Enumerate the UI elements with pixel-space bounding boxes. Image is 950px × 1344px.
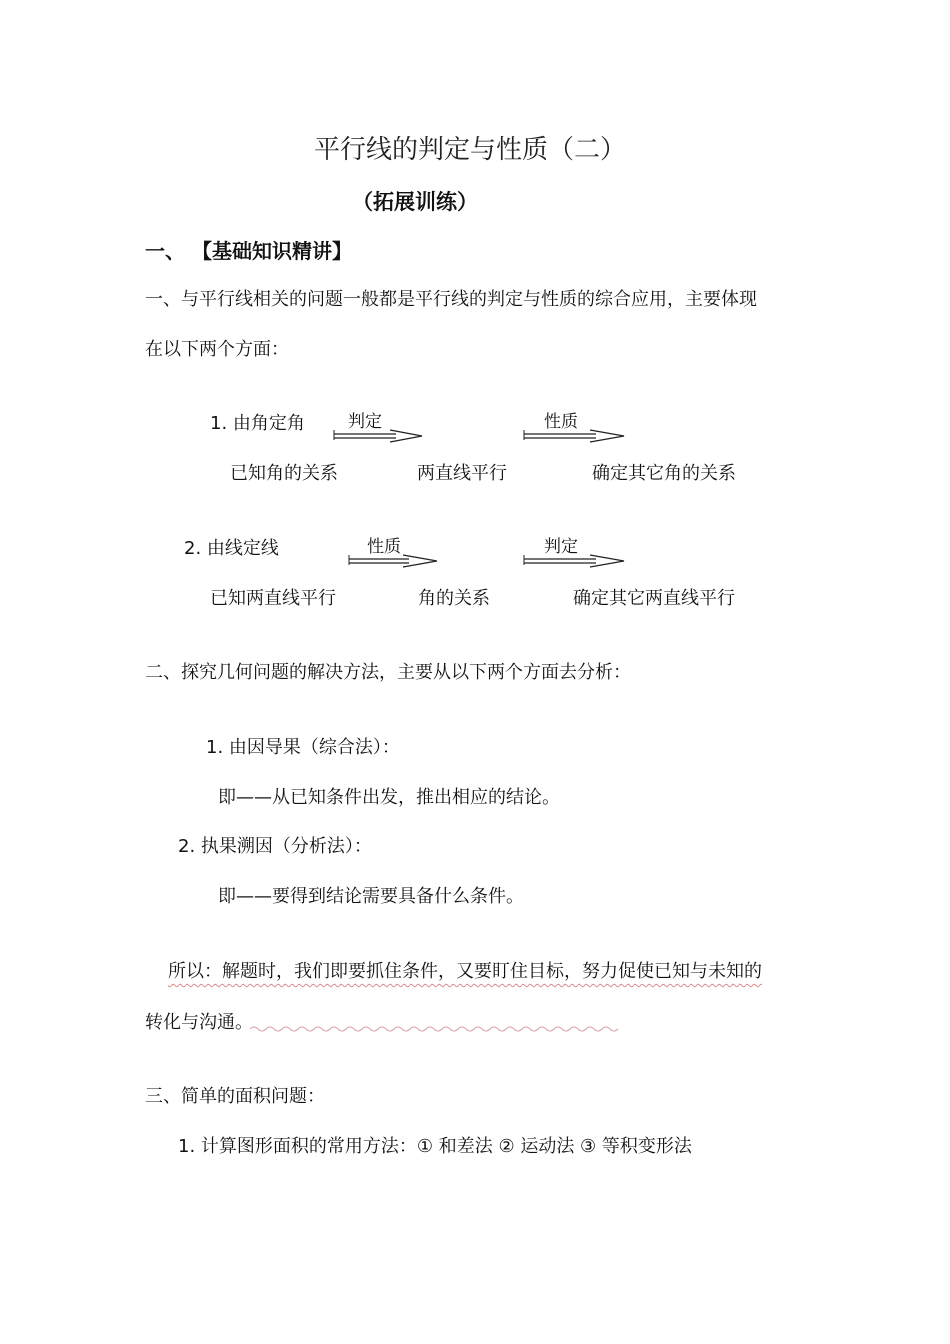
method2-title: 2. 执果溯因（分析法）： <box>178 836 372 857</box>
item2-arrow2-label: 判定 <box>544 537 578 557</box>
item2-arrow2 <box>520 535 630 575</box>
item1-known-angle: 已知角的关系 <box>230 463 338 484</box>
summary-line2-text: 转化与沟通。 <box>145 1012 253 1033</box>
method2-desc: 即——要得到结论需要具备什么条件。 <box>218 886 524 907</box>
wavy-underline-icon <box>250 1024 620 1034</box>
method1-desc: 即——从已知条件出发，推出相应的结论。 <box>218 787 560 808</box>
page-subtitle: （拓展训练） <box>352 190 478 214</box>
summary-line1: 所以：解题时，我们即要抓住条件，又要盯住目标，努力促使已知与未知的 <box>168 961 762 982</box>
item2-result: 确定其它两直线平行 <box>573 588 735 609</box>
item2-arrow1 <box>345 535 455 575</box>
item1-arrow2 <box>520 410 630 450</box>
part1-intro-line1: 一、与平行线相关的问题一般都是平行线的判定与性质的综合应用，主要体现 <box>145 289 757 310</box>
section-heading: 一、 【基础知识精讲】 <box>145 239 352 263</box>
item1-parallel-lines: 两直线平行 <box>417 463 507 484</box>
part2-heading: 二、探究几何问题的解决方法，主要从以下两个方面去分析： <box>145 662 631 683</box>
area-methods: 1. 计算图形面积的常用方法：① 和差法 ② 运动法 ③ 等积变形法 <box>178 1136 692 1157</box>
item1-result: 确定其它角的关系 <box>592 463 736 484</box>
double-arrow-icon <box>345 535 455 575</box>
item2-angle-relation: 角的关系 <box>418 588 490 609</box>
item1-arrow1-label: 判定 <box>348 412 382 432</box>
item2-label: 2. 由线定线 <box>184 538 279 559</box>
page-title: 平行线的判定与性质（二） <box>313 135 626 165</box>
item2-arrow1-label: 性质 <box>367 537 401 557</box>
part3-heading: 三、简单的面积问题： <box>145 1086 325 1107</box>
double-arrow-icon <box>520 410 630 450</box>
part1-intro-line2: 在以下两个方面： <box>145 339 289 360</box>
double-arrow-icon <box>520 535 630 575</box>
item1-arrow2-label: 性质 <box>544 412 578 432</box>
item2-known-parallel: 已知两直线平行 <box>210 588 336 609</box>
item1-label: 1. 由角定角 <box>210 413 305 434</box>
item1-arrow1 <box>330 410 440 450</box>
double-arrow-icon <box>330 410 440 450</box>
summary-line2 <box>145 1011 253 1035</box>
method1-title: 1. 由因导果（综合法）： <box>206 737 400 758</box>
